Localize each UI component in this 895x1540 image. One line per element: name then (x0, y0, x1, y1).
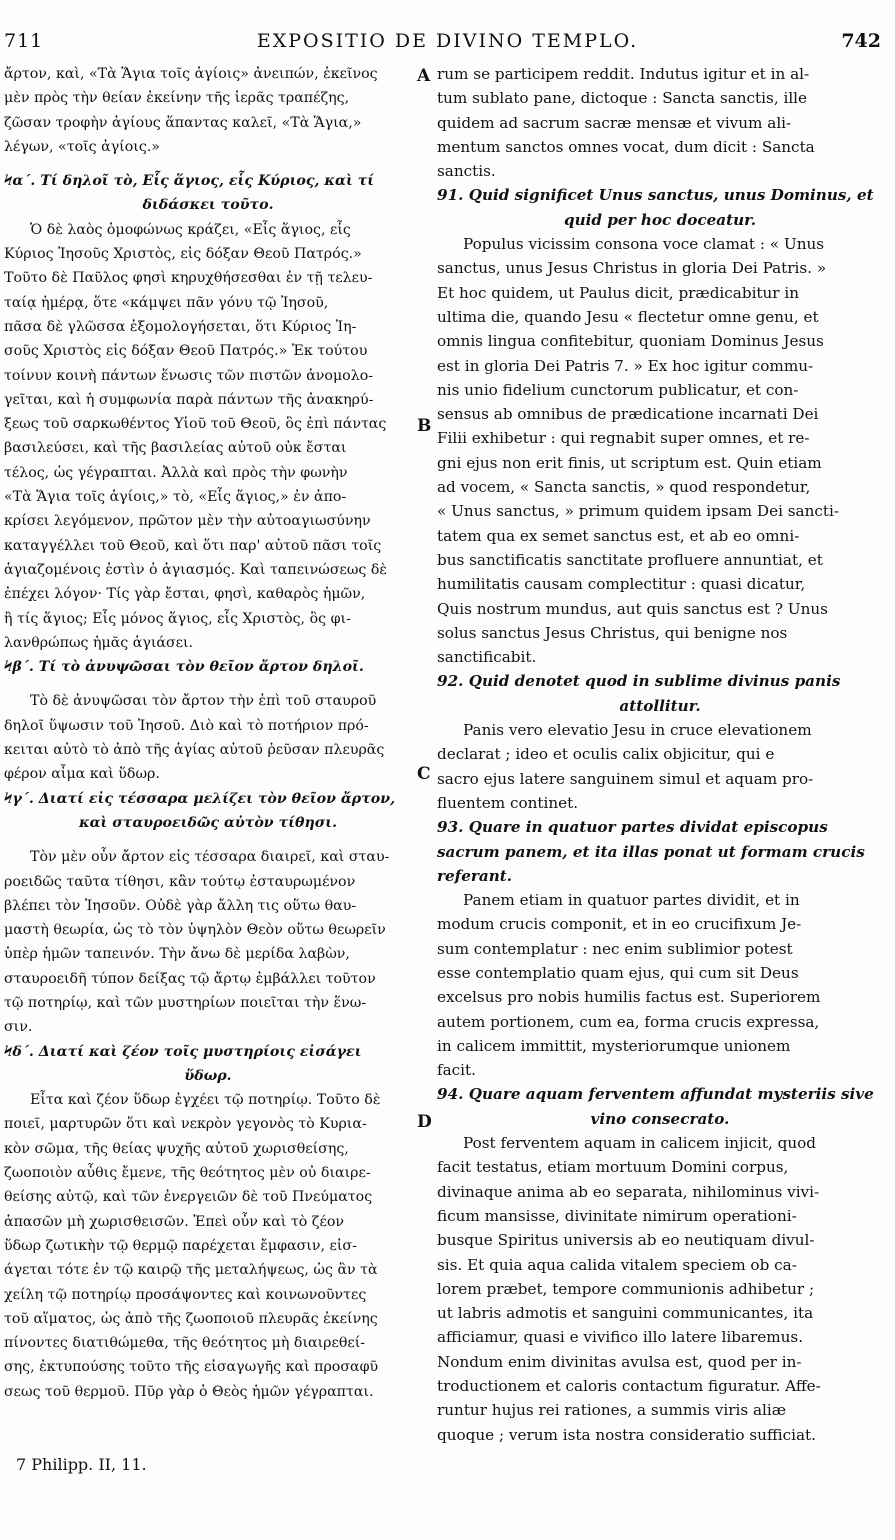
greek-text-line: ροειδῶς ταῦτα τίθησι, κἂν τούτῳ ἐσταυρωμένον (4, 873, 356, 890)
greek-text-line: χείλη τῷ ποτηρίῳ προσάψοντες καὶ κοινωνοῦντες (4, 1286, 367, 1303)
latin-text-line: sanctificabit. (437, 648, 537, 667)
latin-text-line: omnis lingua confitebitur, quoniam Dominus Jesus (437, 332, 824, 351)
greek-text-line: δηλοῖ ὕψωσιν τοῦ Ἰησοῦ. Διὸ καὶ τὸ ποτήριον πρό- (4, 717, 369, 734)
latin-text-line: declarat ; ideo et oculis calix objicitur, qui e (437, 745, 775, 764)
latin-text-line: divinaque anima ab eo separata, nihilominus vivi- (437, 1182, 820, 1201)
latin-text-line: busque Spiritus universis ab eo neutiquam divul- (437, 1231, 815, 1250)
latin-text-line: modum crucis componit, et in eo crucifixum Je- (437, 915, 802, 934)
greek-text-line: σοῦς Χριστὸς εἰς δόξαν Θεοῦ Πατρός.» Ἐκ τούτου (4, 343, 368, 360)
latin-text-line: Panis vero elevatio Jesu in cruce elevationem (463, 721, 812, 740)
margin-letter-d: D (417, 1112, 432, 1132)
greek-text-line: ποιεῖ, μαρτυρῶν ὅτι καὶ νεκρὸν γεγονὸς τὸ Κυρια- (4, 1116, 367, 1133)
greek-text-line: ἁγιαζομένοις ἐστὶν ὁ ἁγιασμός. Καὶ ταπεινώσεως δὲ (4, 561, 388, 578)
greek-section-heading: ὕδωρ. (184, 1067, 232, 1084)
greek-text-line: κὸν σῶμα, τῆς θείας ψυχῆς αὐτοῦ χωρισθείσης, (4, 1140, 349, 1157)
greek-text-line: ξεως τοῦ σαρκωθέντος Υἱοῦ τοῦ Θεοῦ, ὃς ἐπὶ πάντας (4, 416, 387, 433)
greek-text-line: άγεται τότε ἐν τῷ καιρῷ τῆς μεταλήψεως, ὡς ἂν τὰ (4, 1262, 378, 1279)
latin-text-line: nis unio fidelium cunctorum publicatur, et con- (437, 380, 799, 399)
latin-section-heading: 93. Quare in quatuor partes dividat episcopus (437, 818, 828, 837)
greek-text-line: ἄρτον, καὶ, «Τὰ Ἅγια τοῖς ἁγίοις» ἀνειπών, ἐκεῖνος (4, 66, 378, 82)
latin-text-line: facit testatus, etiam mortuum Domini corpus, (437, 1158, 789, 1177)
latin-column (437, 62, 883, 1447)
latin-text-line: sis. Et quia aqua calida vitalem speciem ob ca- (437, 1255, 797, 1274)
latin-text-line: rum se participem reddit. Indutus igitur et in al- (437, 65, 810, 83)
greek-section-heading: καὶ σταυροειδῶς αὐτὸν τίθησι. (78, 814, 338, 831)
greek-section-heading: Ϟδ΄. Διατί καὶ ζέον τοῖς μυστηρίοις εἰσάγει (4, 1043, 362, 1060)
latin-text-line: in calicem immittit, mysteriorumque unionem (437, 1036, 791, 1055)
greek-text-line: πίνοντες διατιθώμεθα, τῆς θεότητος μὴ διαιρεθεί- (4, 1335, 366, 1352)
latin-section-heading: referant. (437, 866, 513, 885)
greek-text-line: μὲν πρὸς τὴν θείαν ἐκείνην τῆς ἱερᾶς τραπέζης, (4, 90, 350, 107)
greek-text-line: βλέπει τὸν Ἰησοῦν. Οὐδὲ γὰρ ἄλλη τις οὕτω θαυ- (4, 897, 357, 914)
greek-text-line: σεως τοῦ θερμοῦ. Πῦρ γὰρ ὁ Θεὸς ἡμῶν γέγραπται. (4, 1383, 374, 1400)
latin-section-heading: quid per hoc doceatur. (563, 210, 757, 229)
page-number-left: 711 (4, 30, 44, 52)
greek-text-line: «Τὰ Ἅγια τοῖς ἁγίοις,» τὸ, «Εἷς ἅγιος,» ἐν ἀπο- (4, 489, 347, 506)
greek-spacer (4, 679, 412, 689)
greek-text-line: κρίσει λεγόμενον, πρῶτον μὲν τὴν αὐτοαγιωσύνην (4, 513, 371, 530)
latin-text-line: runtur hujus rei rationes, a summis viris aliæ (437, 1401, 787, 1420)
greek-text-line: βασιλεύσει, καὶ τῆς βασιλείας αὐτοῦ οὐκ ἔσται (4, 440, 347, 457)
greek-section-heading: διδάσκει τοῦτο. (142, 197, 274, 214)
latin-text-line: ficum mansisse, divinitate nimirum operationi- (437, 1206, 797, 1225)
margin-letter-a: A (417, 66, 431, 86)
latin-text-line: solus sanctus Jesus Christus, qui benigne nos (437, 623, 788, 642)
latin-text-line: ad vocem, « Sancta sanctis, » quod respondetur, (437, 478, 811, 497)
latin-text-line: Post ferventem aquam in calicem injicit, quod (463, 1134, 817, 1153)
greek-text-line: πᾶσα δὲ γλῶσσα ἐξομολογήσεται, ὅτι Κύριος Ἰη- (4, 318, 357, 335)
latin-text-line: Panem etiam in quatuor partes dividit, et in (463, 891, 800, 910)
greek-section-heading: Ϟα΄. Τί δηλοῖ τὸ, Εἷς ἅγιος, εἷς Κύριος, καὶ τί (4, 173, 375, 190)
latin-text-line: tatem qua ex semet sanctus est, et ab eo omni- (437, 526, 800, 545)
greek-text-line: φέρον αἷμα καὶ ὕδωρ. (4, 766, 160, 783)
margin-letter-c: C (417, 764, 431, 784)
greek-column (4, 62, 412, 1404)
latin-text-line: ultima die, quando Jesu « flectetur omne genu, et (437, 307, 819, 326)
greek-text-line: Ὁ δὲ λαὸς ὁμοφώνως κράζει, «Εἷς ἅγιος, εἷς (30, 221, 351, 238)
latin-text-line: sanctis. (437, 162, 496, 181)
latin-text-line: fluentem continet. (437, 793, 579, 812)
greek-text-line: Τὸν μὲν οὖν ἄρτον εἰς τέσσαρα διαιρεῖ, καὶ σταυ- (30, 849, 390, 866)
latin-text-line: tum sublato pane, dictoque : Sancta sanctis, ille (437, 89, 808, 108)
greek-spacer (4, 159, 412, 169)
greek-text-line: θείσης αὐτῷ, καὶ τῶν ἐνεργειῶν δὲ τοῦ Πνεύματος (4, 1189, 373, 1206)
greek-text-line: ἁπασῶν μὴ χωρισθεισῶν. Ἐπεὶ οὖν καὶ τὸ ζέον (4, 1213, 344, 1230)
latin-text-line: humilitatis causam complectitur : quasi dicatur, (437, 575, 806, 594)
greek-text-line: σιν. (4, 1019, 33, 1036)
greek-text-line: Εἶτα καὶ ζέον ὕδωρ ἐγχέει τῷ ποτηρίῳ. Τοῦτο δὲ (30, 1092, 381, 1109)
greek-text-line: Τὸ δὲ ἀνυψῶσαι τὸν ἄρτον τὴν ἐπὶ τοῦ σταυροῦ (30, 693, 377, 710)
latin-text-line: troductionem et caloris contactum figuratur. Affe- (437, 1377, 821, 1396)
latin-text-line: bus sanctificatis sanctitate profluere annuntiat, et (437, 550, 823, 569)
greek-text-line: σταυροειδῆ τύπον δείξας τῷ ἄρτῳ ἐμβάλλει τοῦτον (4, 970, 376, 987)
greek-text-line: καταγγέλλει τοῦ Θεοῦ, καὶ ὅτι παρ' αὐτοῦ πᾶσι τοῖς (4, 537, 382, 554)
greek-section-heading: Ϟγ΄. Διατί εἰς τέσσαρα μελίζει τὸν θεῖον ἄρτον, (4, 790, 396, 807)
latin-text-line: Et hoc quidem, ut Paulus dicit, prædicabitur in (437, 283, 800, 302)
running-head (0, 30, 895, 60)
margin-letter-b: B (417, 416, 432, 436)
greek-text-line: λέγων, «τοῖς ἁγίοις.» (4, 138, 160, 155)
latin-text-line: « Unus sanctus, » primum quidem ipsam Dei sancti- (437, 502, 839, 521)
latin-text-line: facit. (437, 1061, 476, 1080)
latin-section-heading: 94. Quare aquam ferventem affundat mysteriis sive (437, 1085, 874, 1104)
greek-text-line: ὑπὲρ ἡμῶν ταπεινόν. Τὴν ἄνω δὲ μερίδα λαβὼν, (4, 946, 350, 963)
latin-section-heading: sacrum panem, et ita illas ponat ut formam crucis (437, 842, 865, 861)
latin-text-line: lorem præbet, tempore communionis adhibetur ; (437, 1279, 815, 1298)
greek-text-line: σης, ἐκτυπούσης τοῦτο τῆς εἰσαγωγῆς καὶ προσαφῦ (4, 1359, 379, 1376)
latin-text-line: autem portionem, cum ea, forma crucis expressa, (437, 1012, 820, 1031)
latin-text-line: sensus ab omnibus de prædicatione incarnati Dei (437, 405, 819, 424)
greek-text-line: ἢ τίς ἅγιος; Εἷς μόνος ἅγιος, εἷς Χριστὸς, ὃς φι- (4, 610, 351, 627)
greek-text-line: τοῦ αἵματος, ὡς ἀπὸ τῆς ζωοποιοῦ πλευρᾶς ἐκείνης (4, 1310, 378, 1327)
latin-text-line: Filii exhibetur : qui regnabit super omnes, et re- (437, 429, 810, 448)
greek-text-line: κειται αὐτὸ τὸ ἀπὸ τῆς ἁγίας αὐτοῦ ῥεῦσαν πλευρᾶς (4, 742, 385, 759)
greek-text-line: ὕδωρ ζωτικὴν τῷ θερμῷ παρέχεται ἔμφασιν, εἰσ- (4, 1237, 357, 1254)
latin-text-line: excelsus pro nobis humilis factus est. Superiorem (437, 988, 821, 1007)
greek-text-line: ζῶσαν τροφὴν ἁγίους ἅπαντας καλεῖ, «Τὰ Ἅγια,» (4, 114, 362, 131)
latin-text-line: ut labris admotis et sanguini communicantes, ita (437, 1304, 814, 1323)
greek-text-line: Τοῦτο δὲ Παῦλος φησὶ κηρυχθήσεσθαι ἐν τῇ τελευ- (4, 270, 373, 287)
footnote: 7 Philipp. II, 11. (16, 1455, 147, 1474)
page-number-right: 742 (841, 30, 881, 52)
latin-text-line: sanctus, unus Jesus Christus in gloria Dei Patris. » (437, 259, 827, 278)
latin-section-heading: 92. Quid denotet quod in sublime divinus panis (437, 672, 841, 691)
greek-spacer (4, 835, 412, 845)
greek-section-heading: Ϟβ΄. Τί τὸ ἀνυψῶσαι τὸν θεῖον ἄρτον δηλοῖ. (4, 659, 364, 676)
greek-text-line: τῷ ποτηρίῳ, καὶ τῶν μυστηρίων ποιεῖται τὴν ἕνω- (4, 994, 367, 1011)
greek-text-line: Κύριος Ἰησοῦς Χριστὸς, εἰς δόξαν Θεοῦ Πατρός.» (4, 246, 362, 263)
greek-text-line: τοίνυν κοινὴ πάντων ἕνωσις τῶν πιστῶν ἀνομολο- (4, 367, 374, 384)
greek-text-line: μαστὴ θεωρία, ὡς τὸ τὸν ὑψηλὸν Θεὸν οὕτω θεωρεῖν (4, 922, 386, 939)
greek-text-line: γεῖται, καὶ ἡ συμφωνία παρὰ πάντων τῆς ἀνακηρύ- (4, 391, 374, 408)
latin-text-line: quoque ; verum ista nostra consideratio sufficiat. (437, 1425, 816, 1444)
greek-text-line: ἐπέχει λόγον· Τίς γὰρ ἔσται, φησὶ, καθαρὸς ἡμῶν, (4, 586, 366, 603)
latin-text-line: Quis nostrum mundus, aut quis sanctus est ? Unus (437, 599, 828, 618)
latin-section-heading: 91. Quid significet Unus sanctus, unus Dominus, et (437, 186, 874, 205)
latin-text-line: sum contemplatur : nec enim sublimior potest (437, 939, 793, 958)
greek-text-line: λανθρώπως ἡμᾶς ἁγιάσει. (4, 634, 194, 651)
greek-text-line: τέλος, ὡς γέγραπται. Ἀλλὰ καὶ πρὸς τὴν φωνὴν (4, 464, 348, 481)
latin-text-line: afficiamur, quasi e vivifico illo latere libaremus. (437, 1328, 804, 1347)
greek-text-line: ταίᾳ ἡμέρᾳ, ὅτε «κάμψει πᾶν γόνυ τῷ Ἰησοῦ, (4, 294, 329, 311)
latin-text-line: gni ejus non erit finis, ut scriptum est. Quin etiam (437, 453, 822, 472)
latin-text-line: Populus vicissim consona voce clamat : « Unus (463, 235, 825, 254)
page-title: EXPOSITIO DE DIVINO TEMPLO. (256, 30, 639, 52)
latin-text-line: esse contemplatio quam ejus, qui cum sit Deus (437, 963, 799, 982)
latin-section-heading: attollitur. (619, 696, 701, 715)
latin-text-line: Nondum enim divinitas avulsa est, quod per in- (437, 1352, 802, 1371)
latin-section-heading: vino consecrato. (590, 1109, 730, 1128)
greek-text-line: ζωοποιὸν αὖθις ἔμενε, τῆς θεότητος μὲν οὐ διαιρε- (4, 1165, 371, 1182)
latin-text-line: mentum sanctos omnes vocat, dum dicit : Sancta (437, 137, 815, 156)
latin-text-line: quidem ad sacrum sacræ mensæ et vivum ali- (437, 113, 792, 132)
latin-text-line: est in gloria Dei Patris 7. » Ex hoc igitur commu- (437, 356, 814, 375)
latin-text-line: sacro ejus latere sanguinem simul et aquam pro- (437, 769, 814, 788)
